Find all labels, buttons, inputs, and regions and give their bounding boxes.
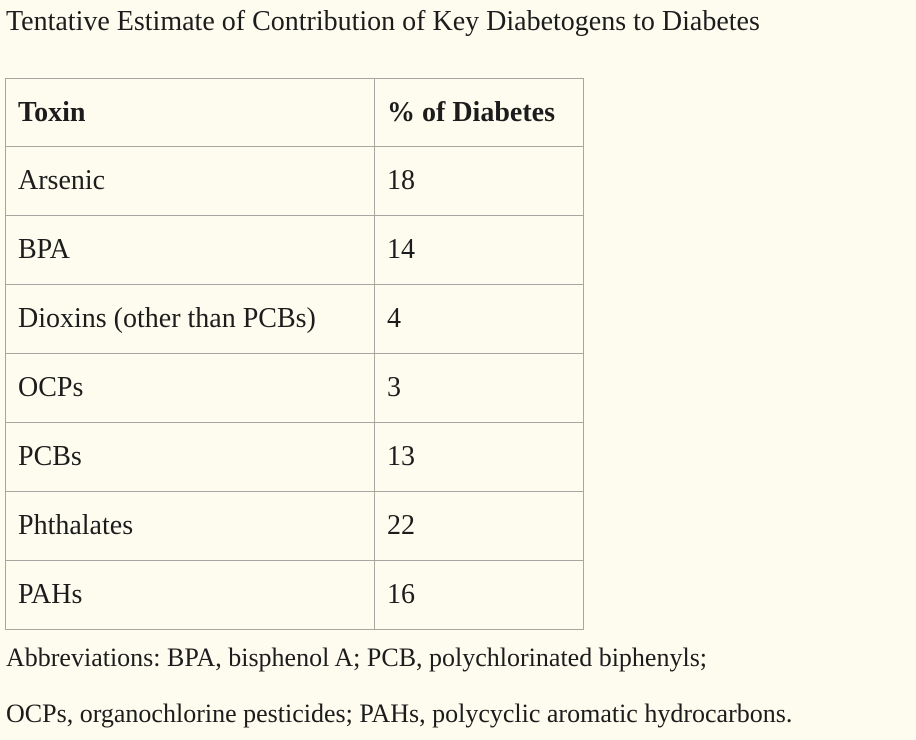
percent-cell: 3 bbox=[375, 354, 584, 423]
abbreviations-note-line-2: OCPs, organochlorine pesticides; PAHs, polycyclic aromatic hydrocarbons. bbox=[6, 699, 793, 728]
toxin-cell: BPA bbox=[6, 216, 375, 285]
toxin-cell: PCBs bbox=[6, 423, 375, 492]
table-title: Tentative Estimate of Contribution of Key Diabetogens to Diabetes bbox=[6, 6, 760, 37]
table-row bbox=[6, 285, 584, 354]
header-toxin: Toxin bbox=[6, 79, 375, 147]
table-row bbox=[6, 147, 584, 216]
header-percent-of-diabetes: % of Diabetes bbox=[375, 79, 584, 147]
percent-cell: 22 bbox=[375, 492, 584, 561]
table-row bbox=[6, 216, 584, 285]
percent-cell: 14 bbox=[375, 216, 584, 285]
table-row bbox=[6, 354, 584, 423]
percent-cell: 4 bbox=[375, 285, 584, 354]
toxin-cell: OCPs bbox=[6, 354, 375, 423]
percent-cell: 18 bbox=[375, 147, 584, 216]
percent-cell: 13 bbox=[375, 423, 584, 492]
table-row bbox=[6, 423, 584, 492]
abbreviations-note-line-1: Abbreviations: BPA, bisphenol A; PCB, polychlorinated biphenyls; bbox=[6, 643, 708, 672]
percent-cell: 16 bbox=[375, 561, 584, 630]
toxin-cell: Arsenic bbox=[6, 147, 375, 216]
toxin-cell: PAHs bbox=[6, 561, 375, 630]
table-row bbox=[6, 561, 584, 630]
diabetogens-table bbox=[5, 78, 584, 630]
toxin-cell: Dioxins (other than PCBs) bbox=[6, 285, 375, 354]
table-row bbox=[6, 492, 584, 561]
table-header-row bbox=[6, 79, 584, 147]
toxin-cell: Phthalates bbox=[6, 492, 375, 561]
